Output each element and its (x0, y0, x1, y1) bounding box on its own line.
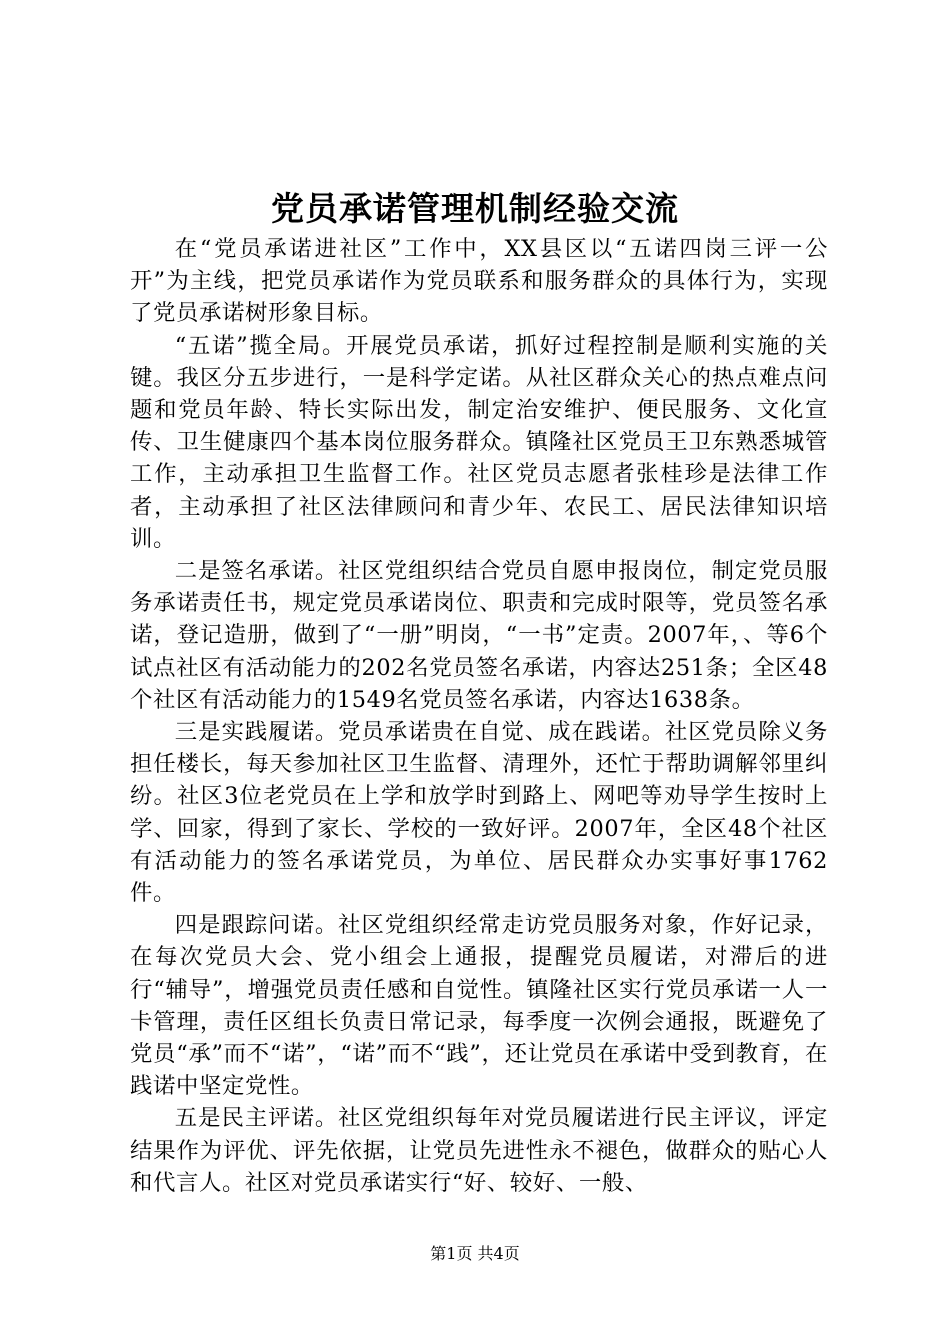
paragraph-signed-promise: 二是签名承诺。社区党组织结合党员自愿申报岗位，制定党员服务承诺责任书，规定党员承诺岗位、职责和完成时限等，党员签名承诺，登记造册，做到了“一册”明岗，“一书”定责。2007年，、等6个试点社区有活动能力的202名党员签名承诺，内容达251条；全区48个社区有活动能力的1549名党员签名承诺，内容达1638条。 (130, 558, 828, 713)
document-body (130, 233, 828, 1199)
document-title: 党员承诺管理机制经验交流 (271, 189, 679, 228)
paragraph-track-promise: 四是跟踪问诺。社区党组织经常走访党员服务对象，作好记录，在每次党员大会、党小组会上通报，提醒党员履诺，对滞后的进行“辅导”，增强党员责任感和自觉性。镇隆社区实行党员承诺一人一卡管理，责任区组长负责日常记录，每季度一次例会通报，既避免了党员“承”而不“诺”，“诺”而不“践”，还让党员在承诺中受到教育，在践诺中坚定党性。 (130, 912, 828, 1100)
paragraph-intro: 在“党员承诺进社区”工作中，XX县区以“五诺四岗三评一公开”为主线，把党员承诺作为党员联系和服务群众的具体行为，实现了党员承诺树形象目标。 (130, 236, 828, 327)
paragraph-evaluate-promise: 五是民主评诺。社区党组织每年对党员履诺进行民主评议，评定结果作为评优、评先依据，让党员先进性永不褪色，做群众的贴心人和代言人。社区对党员承诺实行“好、较好、一般、 (130, 1105, 828, 1196)
paragraph-practice-promise: 三是实践履诺。党员承诺贵在自觉、成在践诺。社区党员除义务担任楼长，每天参加社区卫生监督、清理外，还忙于帮助调解邻里纠纷。社区3位老党员在上学和放学时到路上、网吧等劝导学生按时上学、回家，得到了家长、学校的一致好评。2007年，全区48个社区有活动能力的签名承诺党员，为单位、居民群众办实事好事1762件。 (130, 719, 828, 907)
paragraph-five-promises: “五诺”揽全局。开展党员承诺，抓好过程控制是顺利实施的关键。我区分五步进行，一是科学定诺。从社区群众关心的热点难点问题和党员年龄、特长实际出发，制定治安维护、便民服务、文化宣传、卫生健康四个基本岗位服务群众。镇隆社区党员王卫东熟悉城管工作，主动承担卫生监督工作。社区党员志愿者张桂珍是法律工作者，主动承担了社区法律顾问和青少年、农民工、居民法律知识培训。 (130, 332, 828, 552)
page-number-footer: 第1页 共4页 (430, 1244, 520, 1263)
